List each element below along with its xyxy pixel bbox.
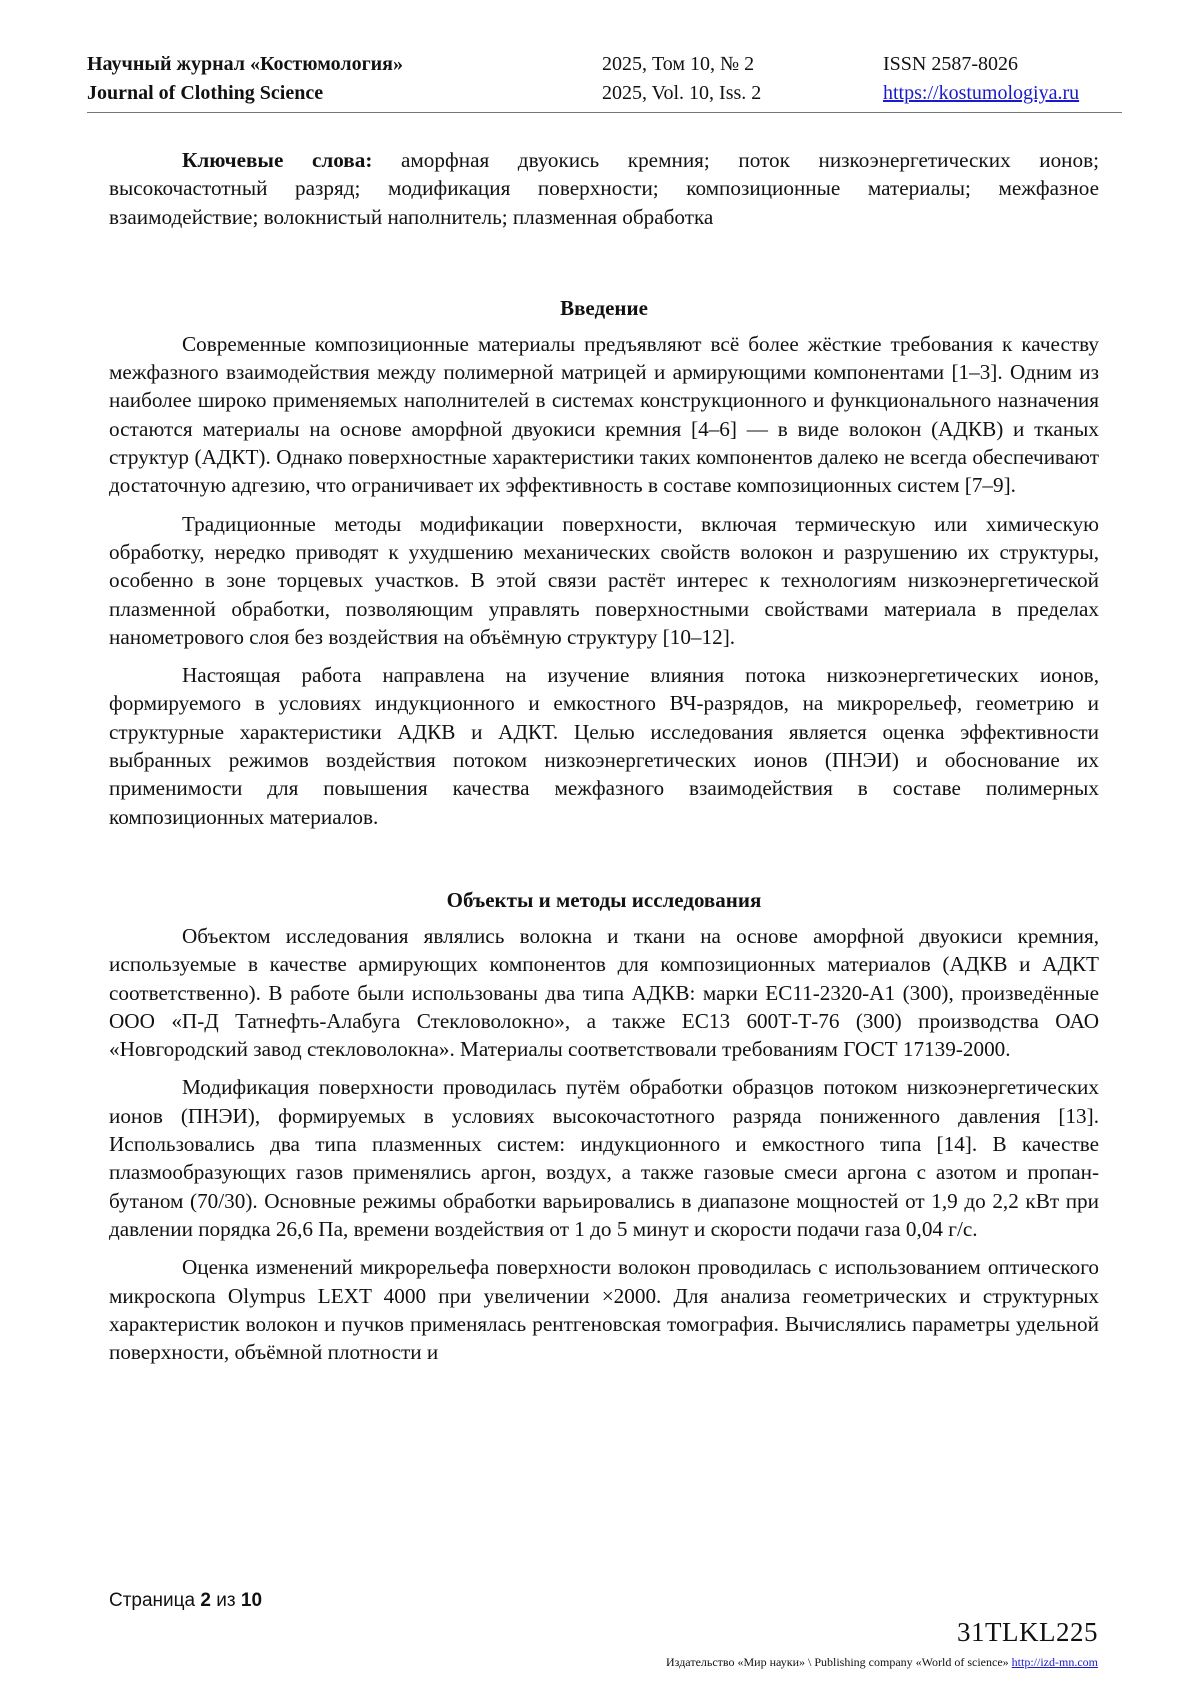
issn: ISSN 2587-8026 (883, 53, 1019, 75)
publisher-name: Издательство «Мир науки» \ Publishing company «World of science» (666, 1655, 1009, 1669)
article-body (109, 146, 1099, 1366)
journal-url-link[interactable]: https://kostumologiya.ru (883, 82, 1080, 104)
publisher-link[interactable]: http://izd-mn.com (1011, 1655, 1098, 1669)
issn-block (883, 50, 1079, 108)
issue-en: 2025, Vol. 10, Iss. 2 (602, 82, 762, 104)
page-number: Страница 2 из 10 (109, 1590, 263, 1611)
methods-paragraph-3: Оценка изменений микрорельефа поверхности волокон проводилась с использованием оптического микроскопа Olympus LEXT 4000 при увеличении ×2000. Для анализа геометрических и структурных характеристик волокон и пучков применялась рентгеновская томография. Вычислялись параметры удельной поверхности, объёмной плотности и (109, 1255, 1099, 1365)
keywords-text: аморфная двуокись кремния; поток низкоэнергетических ионов; высокочастотный разряд; модификация поверхности; композиционные материалы; межфазное взаимодействие; волокнистый наполнитель; плазменная обработка (109, 148, 1099, 229)
issue-ru: 2025, Том 10, № 2 (602, 53, 755, 75)
issue-block (602, 50, 761, 108)
intro-paragraph-2: Традиционные методы модификации поверхности, включая термическую или химическую обработку, нередко приводят к ухудшению механических свойств волокон и разрушению их структуры, особенно в зоне торцевых участков. В этой связи растёт интерес к технологиям низкоэнергетической плазменной обработки, позволяющим управлять поверхностными свойствами материала в пределах нанометрового слоя без воздействия на объёмную структуру [10–12]. (109, 511, 1099, 649)
page-header (87, 50, 1122, 113)
keywords (109, 146, 1099, 231)
section-heading-methods: Объекты и методы исследования (446, 887, 762, 912)
article-code: 31TLKL225 (957, 1617, 1098, 1647)
intro-paragraph-3: Настоящая работа направлена на изучение влияния потока низкоэнергетических ионов, формируемого в условиях индукционного и емкостного ВЧ-разрядов, на микрорельеф, геометрию и структурные характеристики АДКВ и АДКТ. Целью исследования является оценка эффективности выбранных режимов воздействия потоком низкоэнергетических ионов (ПНЭИ) и обоснование их применимости для повышения качества межфазного взаимодействия в составе полимерных композиционных материалов. (109, 663, 1099, 829)
methods-paragraph-2: Модификация поверхности проводилась путём обработки образцов потоком низкоэнергетических ионов (ПНЭИ), формируемых в условиях высокочастотного разряда пониженного давления [13]. Использовались два типа плазменных систем: индукционного и емкостного типа [14]. В качестве плазмообразующих газов применялись аргон, воздух, а также газовые смеси аргона с азотом и пропан-бутаном (70/30). Основные режимы обработки варьировались в диапазоне мощностей от 1,9 до 2,2 кВт при давлении порядка 26,6 Па, времени воздействия от 1 до 5 минут и скорости подачи газа 0,04 г/с. (109, 1075, 1099, 1241)
section-heading-intro: Введение (560, 295, 648, 320)
journal-title-ru: Научный журнал «Костюмология» (87, 53, 403, 75)
journal-title-en: Journal of Clothing Science (87, 82, 324, 104)
keywords-label: Ключевые слова: (182, 148, 373, 172)
methods-paragraph-1: Объектом исследования являлись волокна и ткани на основе аморфной двуокиси кремния, используемые в качестве армирующих компонентов для композиционных материалов (АДКВ и АДКТ соответственно). В работе были использованы два типа АДКВ: марки ЕС11-2320-А1 (300), произведённые ООО «П-Д Татнефть-Алабуга Стекловолокно», а также ЕС13 600Т-Т-76 (300) производства ОАО «Новгородский завод стекловолокна». Материалы соответствовали требованиям ГОСТ 17139-2000. (109, 923, 1099, 1062)
journal-title-block (87, 50, 403, 108)
intro-paragraph-1: Современные композиционные материалы предъявляют всё более жёсткие требования к качеству межфазного взаимодействия между полимерной матрицей и армирующими компонентами [1–3]. Одним из наиболее широко применяемых наполнителей в системах конструкционного и функционального назначения остаются материалы на основе аморфной двуокиси кремния [4–6] — в виде волокон (АДКВ) и тканых структур (АДКТ). Однако поверхностные характеристики таких компонентов далеко не всегда обеспечивают достаточную адгезию, что ограничивает их эффективность в составе композиционных систем [7–9]. (109, 331, 1099, 498)
publisher-line (666, 1655, 1098, 1670)
